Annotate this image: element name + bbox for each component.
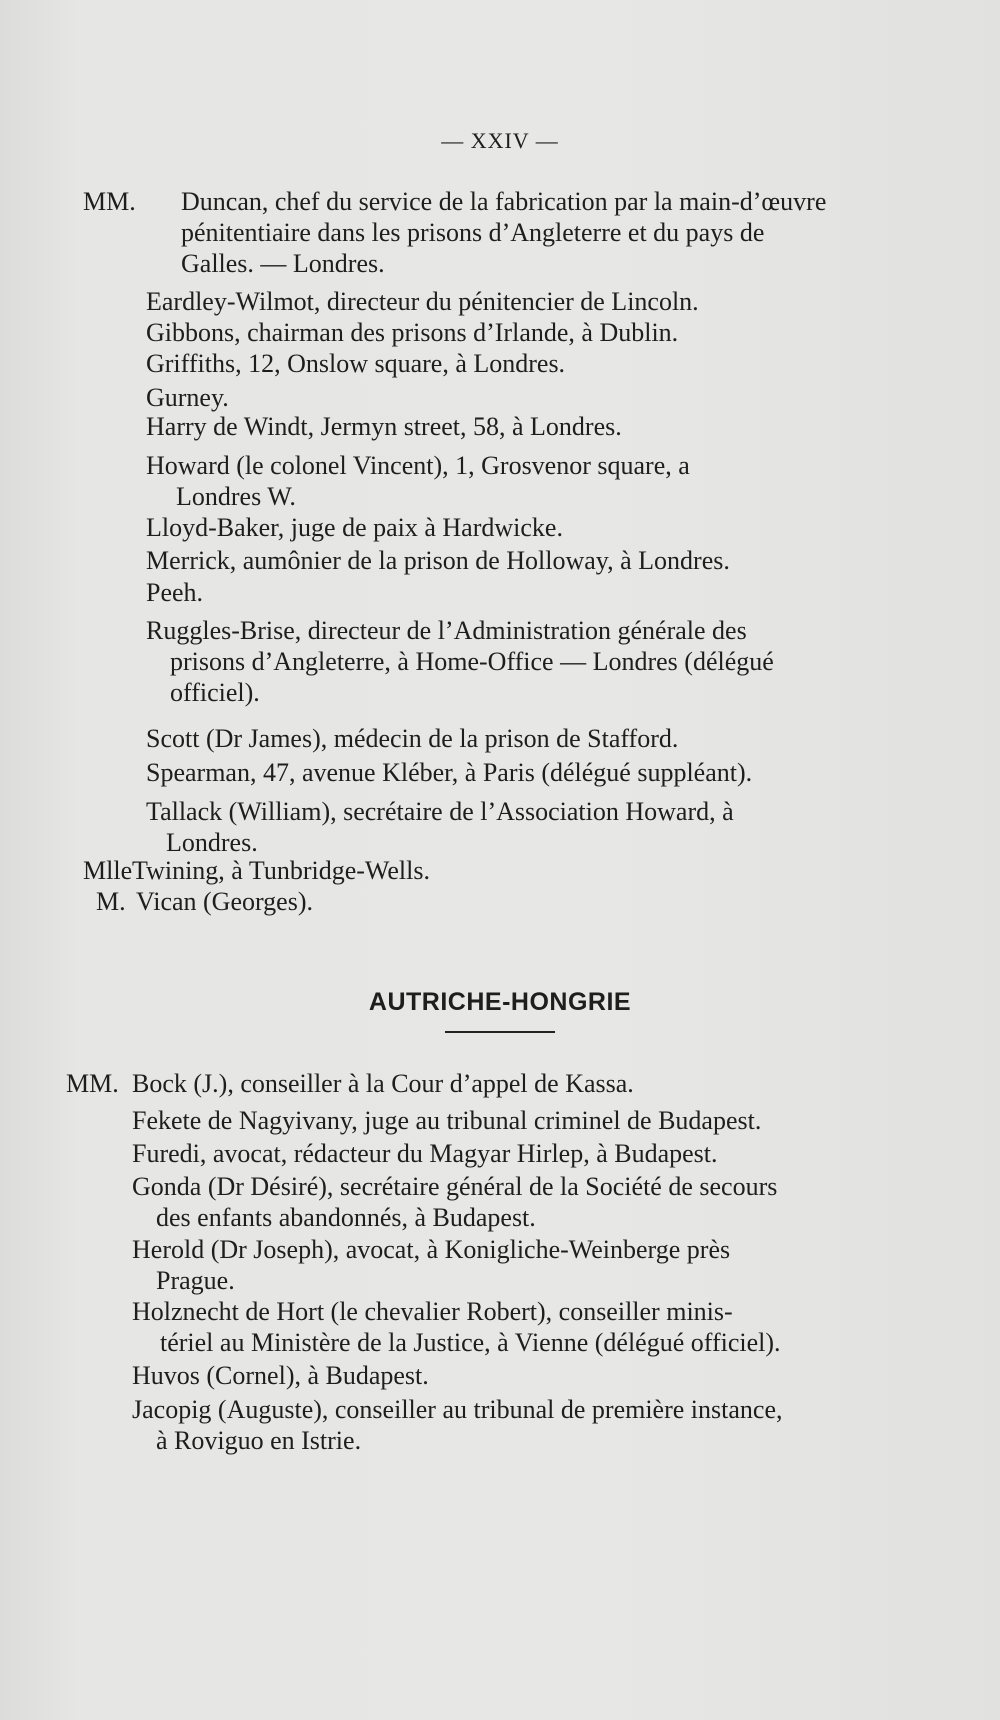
- entry-line: Duncan, chef du service de la fabrication par la main-d’œuvre: [181, 187, 827, 216]
- list-entry: [0, 411, 1000, 442]
- entry-line: à Roviguo en Istrie.: [156, 1426, 362, 1455]
- entry-line: Londres.: [166, 828, 258, 857]
- entry-line: Tallack (William), secrétaire de l’Association Howard, à: [146, 797, 734, 826]
- entry-line: Eardley-Wilmot, directeur du pénitencier de Lincoln.: [146, 287, 699, 316]
- page-number: — XXIV —: [441, 128, 559, 153]
- list-entry: [0, 348, 1000, 379]
- list-entry: [0, 886, 1000, 917]
- section-rule: [445, 1031, 555, 1033]
- entry-line: Twining, à Tunbridge-Wells.: [132, 856, 430, 885]
- list-entry: [0, 1234, 1000, 1296]
- entry-line: Vican (Georges).: [136, 887, 313, 916]
- list-entry: [0, 723, 1000, 754]
- entry-line: prisons d’Angleterre, à Home-Office — Londres (délégué: [170, 647, 774, 676]
- entry-line: Herold (Dr Joseph), avocat, à Konigliche-Weinberge près: [132, 1235, 731, 1264]
- list-entry: [0, 615, 1000, 708]
- entry-line: Holznecht de Hort (le chevalier Robert), conseiller minis-: [132, 1297, 733, 1326]
- list-entry: [0, 1138, 1000, 1169]
- entry-line: officiel).: [170, 678, 260, 707]
- list-entry: [0, 796, 1000, 858]
- entry-line: pénitentiaire dans les prisons d’Angleterre et du pays de: [181, 218, 765, 247]
- list-entry: [0, 286, 1000, 317]
- entry-line: Gibbons, chairman des prisons d’Irlande, à Dublin.: [146, 318, 679, 347]
- entry-line: Galles. — Londres.: [181, 249, 385, 278]
- entry-line: Bock (J.), conseiller à la Cour d’appel de Kassa.: [132, 1069, 634, 1098]
- entry-line: Griffiths, 12, Onslow square, à Londres.: [146, 349, 566, 378]
- entry-line: Fekete de Nagyivany, juge au tribunal criminel de Budapest.: [132, 1106, 762, 1135]
- list-entry: [0, 512, 1000, 543]
- entry-line: des enfants abandonnés, à Budapest.: [156, 1203, 536, 1232]
- list-entry: [0, 855, 1000, 886]
- entry-line: Huvos (Cornel), à Budapest.: [132, 1361, 429, 1390]
- list-entry: [0, 545, 1000, 576]
- list-entry: [0, 577, 1000, 608]
- entry-prefix: Mlle: [83, 856, 133, 885]
- entry-line: Spearman, 47, avenue Kléber, à Paris (délégué suppléant).: [146, 758, 753, 787]
- entry-line: Gurney.: [146, 383, 229, 412]
- list-entry: [0, 1105, 1000, 1136]
- entry-line: Londres W.: [176, 482, 296, 511]
- entry-prefix: MM.: [83, 187, 136, 216]
- list-entry: [0, 317, 1000, 348]
- list-entry: [0, 1171, 1000, 1233]
- section-title: AUTRICHE-HONGRIE: [368, 988, 632, 1016]
- entry-line: Scott (Dr James), médecin de la prison de Stafford.: [146, 724, 679, 753]
- list-entry: [0, 450, 1000, 512]
- entry-line: Lloyd-Baker, juge de paix à Hardwicke.: [146, 513, 563, 542]
- list-entry: [0, 1394, 1000, 1456]
- entry-line: Prague.: [156, 1266, 235, 1295]
- entry-line: Harry de Windt, Jermyn street, 58, à Londres.: [146, 412, 622, 441]
- entry-prefix: M.: [96, 887, 126, 916]
- entry-line: Merrick, aumônier de la prison de Holloway, à Londres.: [146, 546, 730, 575]
- entry-line: Peeh.: [146, 578, 204, 607]
- list-entry: [0, 1296, 1000, 1358]
- section-heading-block: [0, 988, 1000, 1033]
- list-entry: [0, 757, 1000, 788]
- list-entry: [0, 1360, 1000, 1391]
- entry-prefix: MM.: [66, 1069, 119, 1098]
- entry-line: Furedi, avocat, rédacteur du Magyar Hirlep, à Budapest.: [132, 1139, 718, 1168]
- entry-line: tériel au Ministère de la Justice, à Vienne (délégué officiel).: [160, 1328, 781, 1357]
- entry-line: Gonda (Dr Désiré), secrétaire général de la Société de secours: [132, 1172, 778, 1201]
- list-entry: [0, 186, 1000, 279]
- list-entry: [0, 1068, 1000, 1099]
- entry-line: Jacopig (Auguste), conseiller au tribunal de première instance,: [132, 1395, 783, 1424]
- entry-line: Ruggles-Brise, directeur de l’Administration générale des: [146, 616, 747, 645]
- list-entry: [0, 382, 1000, 413]
- entry-line: Howard (le colonel Vincent), 1, Grosvenor square, a: [146, 451, 690, 480]
